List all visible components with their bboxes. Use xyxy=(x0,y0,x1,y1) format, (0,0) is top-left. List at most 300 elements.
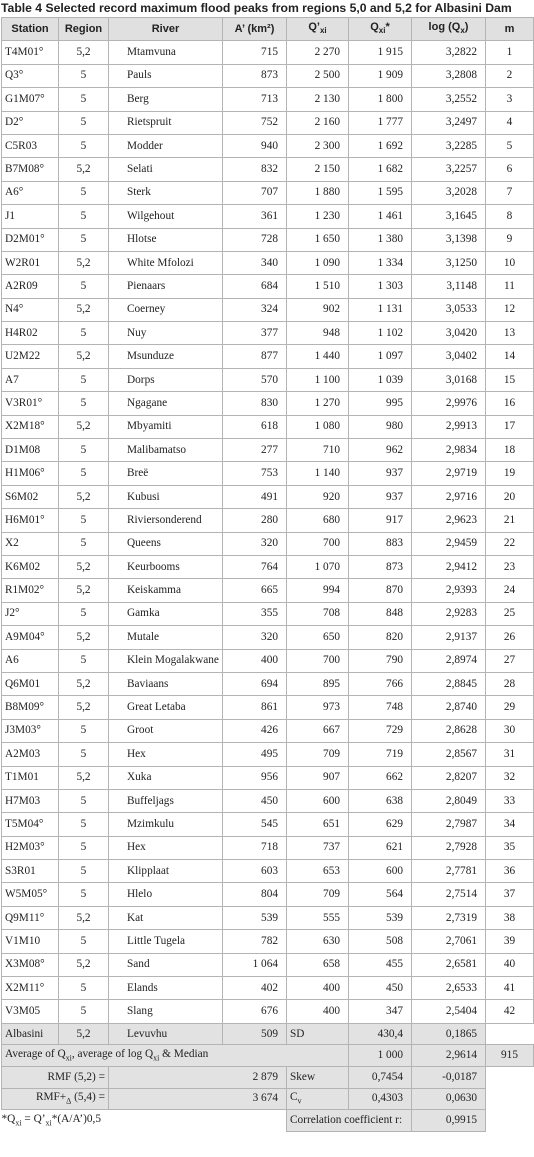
station-cell: T4M01° xyxy=(2,41,59,64)
table-row xyxy=(2,579,534,602)
river-cell: Hex xyxy=(109,836,223,859)
rank-cell: 23 xyxy=(486,555,534,578)
albasini-area: 509 xyxy=(223,1023,287,1045)
rank-cell: 39 xyxy=(486,930,534,953)
river-cell: Hlelo xyxy=(109,883,223,906)
average-label: Average of $Q_{xi}$, average of $\log Q_{xi}$ & Median xyxy=(2,1045,349,1067)
rank-cell: 40 xyxy=(486,953,534,976)
region-cell: 5 xyxy=(59,602,109,625)
river-cell: Rietspruit xyxy=(109,111,223,134)
log-cell: 2,8974 xyxy=(412,649,486,672)
region-cell: 5 xyxy=(59,462,109,485)
qprime-cell: 2 130 xyxy=(287,88,349,111)
log-cell: 3,1645 xyxy=(412,205,486,228)
log-cell: 3,0533 xyxy=(412,298,486,321)
station-cell: W5M05° xyxy=(2,883,59,906)
area-cell: 491 xyxy=(223,485,287,508)
table-row xyxy=(2,626,534,649)
qprime-cell: 973 xyxy=(287,696,349,719)
header-region: Region xyxy=(59,18,109,41)
qxi-cell: 719 xyxy=(349,743,412,766)
station-cell: D2° xyxy=(2,111,59,134)
rank-cell: 18 xyxy=(486,439,534,462)
station-cell: J1 xyxy=(2,205,59,228)
rank-cell: 34 xyxy=(486,813,534,836)
qxi-cell: 790 xyxy=(349,649,412,672)
station-cell: A6 xyxy=(2,649,59,672)
region-cell: 5,2 xyxy=(59,415,109,438)
river-cell: Mutale xyxy=(109,626,223,649)
station-cell: K6M02 xyxy=(2,555,59,578)
station-cell: X3M08° xyxy=(2,953,59,976)
rank-cell: 38 xyxy=(486,906,534,929)
station-cell: T1M01 xyxy=(2,766,59,789)
log-cell: 2,7987 xyxy=(412,813,486,836)
station-cell: H1M06° xyxy=(2,462,59,485)
median-value: 915 xyxy=(486,1045,534,1067)
area-cell: 539 xyxy=(223,906,287,929)
area-cell: 832 xyxy=(223,158,287,181)
empty-cell xyxy=(486,1023,534,1045)
station-cell: J2° xyxy=(2,602,59,625)
river-cell: Kat xyxy=(109,906,223,929)
region-cell: 5 xyxy=(59,743,109,766)
river-cell: Ngagane xyxy=(109,392,223,415)
qprime-cell: 1 090 xyxy=(287,251,349,274)
log-cell: 2,9976 xyxy=(412,392,486,415)
log-cell: 2,8567 xyxy=(412,743,486,766)
rank-cell: 4 xyxy=(486,111,534,134)
table-row xyxy=(2,1000,534,1023)
qxi-cell: 1 102 xyxy=(349,322,412,345)
river-cell: Xuka xyxy=(109,766,223,789)
region-cell: 5 xyxy=(59,275,109,298)
river-cell: Breë xyxy=(109,462,223,485)
station-cell: D1M08 xyxy=(2,439,59,462)
region-cell: 5 xyxy=(59,719,109,742)
table-row xyxy=(2,228,534,251)
qxi-cell: 1 682 xyxy=(349,158,412,181)
log-cell: 2,6533 xyxy=(412,977,486,1000)
qprime-cell: 1 230 xyxy=(287,205,349,228)
station-cell: B7M08° xyxy=(2,158,59,181)
station-cell: Q3° xyxy=(2,64,59,87)
qprime-cell: 2 500 xyxy=(287,64,349,87)
qxi-cell: 1 915 xyxy=(349,41,412,64)
table-row xyxy=(2,111,534,134)
table-row xyxy=(2,134,534,157)
cv-label: $C_v$ xyxy=(287,1088,349,1110)
area-cell: 956 xyxy=(223,766,287,789)
albasini-region: 5,2 xyxy=(59,1023,109,1045)
average-qxi: 1 000 xyxy=(349,1045,412,1067)
log-cell: 2,8207 xyxy=(412,766,486,789)
log-cell: 3,0168 xyxy=(412,368,486,391)
rank-cell: 9 xyxy=(486,228,534,251)
region-cell: 5 xyxy=(59,439,109,462)
qprime-cell: 2 150 xyxy=(287,158,349,181)
river-cell: Malibamatso xyxy=(109,439,223,462)
river-cell: Wilgehout xyxy=(109,205,223,228)
station-cell: H7M03 xyxy=(2,789,59,812)
formula-row xyxy=(2,1110,534,1132)
rank-cell: 29 xyxy=(486,696,534,719)
area-cell: 940 xyxy=(223,134,287,157)
qxi-cell: 600 xyxy=(349,860,412,883)
area-cell: 684 xyxy=(223,275,287,298)
station-cell: A7 xyxy=(2,368,59,391)
river-cell: Groot xyxy=(109,719,223,742)
log-cell: 2,9719 xyxy=(412,462,486,485)
sd-log: 0,1865 xyxy=(412,1023,486,1045)
table-row xyxy=(2,602,534,625)
qxi-cell: 1 097 xyxy=(349,345,412,368)
station-cell: B8M09° xyxy=(2,696,59,719)
qxi-cell: 883 xyxy=(349,532,412,555)
header-row xyxy=(2,18,534,41)
region-cell: 5,2 xyxy=(59,766,109,789)
log-cell: 2,8049 xyxy=(412,789,486,812)
rank-cell: 35 xyxy=(486,836,534,859)
log-cell: 3,2028 xyxy=(412,181,486,204)
river-cell: Coerney xyxy=(109,298,223,321)
rank-cell: 24 xyxy=(486,579,534,602)
station-cell: D2M01° xyxy=(2,228,59,251)
qxi-cell: 1 692 xyxy=(349,134,412,157)
qprime-cell: 902 xyxy=(287,298,349,321)
area-cell: 718 xyxy=(223,836,287,859)
qxi-cell: 1 334 xyxy=(349,251,412,274)
station-cell: S6M02 xyxy=(2,485,59,508)
header-area: A’ (km²) xyxy=(223,18,287,41)
qxi-cell: 564 xyxy=(349,883,412,906)
area-cell: 764 xyxy=(223,555,287,578)
rank-cell: 22 xyxy=(486,532,534,555)
rank-cell: 15 xyxy=(486,368,534,391)
rank-cell: 42 xyxy=(486,1000,534,1023)
river-cell: Gamka xyxy=(109,602,223,625)
rank-cell: 13 xyxy=(486,322,534,345)
table-row xyxy=(2,415,534,438)
area-cell: 400 xyxy=(223,649,287,672)
station-cell: A2R09 xyxy=(2,275,59,298)
qprime-cell: 1 510 xyxy=(287,275,349,298)
river-cell: Queens xyxy=(109,532,223,555)
table-row xyxy=(2,298,534,321)
area-cell: 804 xyxy=(223,883,287,906)
station-cell: H4R02 xyxy=(2,322,59,345)
table-row xyxy=(2,719,534,742)
qxi-cell: 937 xyxy=(349,485,412,508)
region-cell: 5 xyxy=(59,64,109,87)
station-cell: V3R01° xyxy=(2,392,59,415)
rank-cell: 31 xyxy=(486,743,534,766)
header-river: River xyxy=(109,18,223,41)
area-cell: 753 xyxy=(223,462,287,485)
log-cell: 2,9623 xyxy=(412,509,486,532)
region-cell: 5 xyxy=(59,813,109,836)
station-cell: Q9M11° xyxy=(2,906,59,929)
log-cell: 2,9716 xyxy=(412,485,486,508)
log-cell: 2,7781 xyxy=(412,860,486,883)
area-cell: 426 xyxy=(223,719,287,742)
qxi-cell: 729 xyxy=(349,719,412,742)
cv-qxi: 0,4303 xyxy=(349,1088,412,1110)
qxi-cell: 621 xyxy=(349,836,412,859)
river-cell: Baviaans xyxy=(109,672,223,695)
table-row xyxy=(2,251,534,274)
station-cell: H6M01° xyxy=(2,509,59,532)
river-cell: Nuy xyxy=(109,322,223,345)
region-cell: 5,2 xyxy=(59,251,109,274)
qprime-cell: 709 xyxy=(287,743,349,766)
log-cell: 3,0402 xyxy=(412,345,486,368)
region-cell: 5 xyxy=(59,789,109,812)
log-cell: 3,2822 xyxy=(412,41,486,64)
table-row xyxy=(2,672,534,695)
station-cell: J3M03° xyxy=(2,719,59,742)
table-row xyxy=(2,64,534,87)
area-cell: 782 xyxy=(223,930,287,953)
area-cell: 402 xyxy=(223,977,287,1000)
region-cell: 5,2 xyxy=(59,555,109,578)
rank-cell: 6 xyxy=(486,158,534,181)
log-cell: 2,8628 xyxy=(412,719,486,742)
station-cell: A6° xyxy=(2,181,59,204)
river-cell: Modder xyxy=(109,134,223,157)
qprime-cell: 650 xyxy=(287,626,349,649)
station-cell: C5R03 xyxy=(2,134,59,157)
river-cell: Kubusi xyxy=(109,485,223,508)
qxi-cell: 1 461 xyxy=(349,205,412,228)
qxi-cell: 995 xyxy=(349,392,412,415)
log-cell: 2,8845 xyxy=(412,672,486,695)
qprime-cell: 680 xyxy=(287,509,349,532)
skew-log: -0,0187 xyxy=(412,1066,486,1088)
river-cell: Riviersonderend xyxy=(109,509,223,532)
area-cell: 861 xyxy=(223,696,287,719)
area-cell: 450 xyxy=(223,789,287,812)
qxi-cell: 1 909 xyxy=(349,64,412,87)
river-cell: Mbyamiti xyxy=(109,415,223,438)
log-cell: 2,7514 xyxy=(412,883,486,906)
region-cell: 5,2 xyxy=(59,906,109,929)
qprime-cell: 630 xyxy=(287,930,349,953)
area-cell: 361 xyxy=(223,205,287,228)
log-cell: 2,5404 xyxy=(412,1000,486,1023)
log-cell: 2,9393 xyxy=(412,579,486,602)
river-cell: White Mfolozi xyxy=(109,251,223,274)
rmf-label: RMF (5,2) = xyxy=(2,1066,109,1088)
rank-cell: 37 xyxy=(486,883,534,906)
table-row xyxy=(2,509,534,532)
albasini-river: Levuvhu xyxy=(109,1023,223,1045)
area-cell: 877 xyxy=(223,345,287,368)
rank-cell: 5 xyxy=(486,134,534,157)
table-row xyxy=(2,392,534,415)
header-qprime: $Q’_{xi}$ xyxy=(287,18,349,41)
area-cell: 873 xyxy=(223,64,287,87)
river-cell: Klipplaat xyxy=(109,860,223,883)
correlation-value: 0,9915 xyxy=(412,1110,486,1132)
station-cell: Q6M01 xyxy=(2,672,59,695)
rank-cell: 19 xyxy=(486,462,534,485)
area-cell: 618 xyxy=(223,415,287,438)
river-cell: Pienaars xyxy=(109,275,223,298)
rank-cell: 25 xyxy=(486,602,534,625)
region-cell: 5 xyxy=(59,1000,109,1023)
area-cell: 728 xyxy=(223,228,287,251)
region-cell: 5,2 xyxy=(59,41,109,64)
skew-qxi: 0,7454 xyxy=(349,1066,412,1088)
qxi-cell: 937 xyxy=(349,462,412,485)
table-row xyxy=(2,462,534,485)
area-cell: 707 xyxy=(223,181,287,204)
station-cell: V3M05 xyxy=(2,1000,59,1023)
area-cell: 676 xyxy=(223,1000,287,1023)
log-cell: 3,1398 xyxy=(412,228,486,251)
river-cell: Selati xyxy=(109,158,223,181)
area-cell: 603 xyxy=(223,860,287,883)
station-cell: A9M04° xyxy=(2,626,59,649)
log-cell: 3,1148 xyxy=(412,275,486,298)
rmf-value: 2 879 xyxy=(109,1066,287,1088)
region-cell: 5 xyxy=(59,181,109,204)
qprime-cell: 700 xyxy=(287,649,349,672)
table-row xyxy=(2,532,534,555)
rank-cell: 28 xyxy=(486,672,534,695)
log-cell: 3,2285 xyxy=(412,134,486,157)
rank-cell: 30 xyxy=(486,719,534,742)
qxi-cell: 1 039 xyxy=(349,368,412,391)
qxi-cell: 629 xyxy=(349,813,412,836)
rank-cell: 7 xyxy=(486,181,534,204)
rank-cell: 17 xyxy=(486,415,534,438)
table-row xyxy=(2,860,534,883)
header-station: Station xyxy=(2,18,59,41)
station-cell: V1M10 xyxy=(2,930,59,953)
qxi-cell: 748 xyxy=(349,696,412,719)
qprime-cell: 1 880 xyxy=(287,181,349,204)
qxi-cell: 638 xyxy=(349,789,412,812)
table-row xyxy=(2,88,534,111)
table-row xyxy=(2,953,534,976)
table-row xyxy=(2,813,534,836)
table-row xyxy=(2,485,534,508)
sd-label: SD xyxy=(287,1023,349,1045)
qprime-cell: 708 xyxy=(287,602,349,625)
empty-cell xyxy=(486,1066,534,1088)
rank-cell: 21 xyxy=(486,509,534,532)
rank-cell: 16 xyxy=(486,392,534,415)
area-cell: 277 xyxy=(223,439,287,462)
area-cell: 1 064 xyxy=(223,953,287,976)
qxi-cell: 766 xyxy=(349,672,412,695)
table-row xyxy=(2,368,534,391)
qprime-cell: 1 440 xyxy=(287,345,349,368)
rank-cell: 3 xyxy=(486,88,534,111)
qxi-cell: 539 xyxy=(349,906,412,929)
qxi-cell: 508 xyxy=(349,930,412,953)
qprime-cell: 653 xyxy=(287,860,349,883)
qxi-cell: 962 xyxy=(349,439,412,462)
region-cell: 5 xyxy=(59,228,109,251)
station-cell: S3R01 xyxy=(2,860,59,883)
qprime-cell: 1 270 xyxy=(287,392,349,415)
region-cell: 5,2 xyxy=(59,158,109,181)
rank-cell: 32 xyxy=(486,766,534,789)
region-cell: 5 xyxy=(59,977,109,1000)
region-cell: 5 xyxy=(59,836,109,859)
qxi-cell: 848 xyxy=(349,602,412,625)
region-cell: 5,2 xyxy=(59,345,109,368)
sd-qxi: 430,4 xyxy=(349,1023,412,1045)
log-cell: 2,9834 xyxy=(412,439,486,462)
region-cell: 5,2 xyxy=(59,579,109,602)
station-cell: N4° xyxy=(2,298,59,321)
qxi-cell: 917 xyxy=(349,509,412,532)
area-cell: 280 xyxy=(223,509,287,532)
area-cell: 320 xyxy=(223,626,287,649)
qprime-cell: 667 xyxy=(287,719,349,742)
table-row xyxy=(2,158,534,181)
station-cell: A2M03 xyxy=(2,743,59,766)
table-row xyxy=(2,181,534,204)
region-cell: 5,2 xyxy=(59,298,109,321)
log-cell: 2,7928 xyxy=(412,836,486,859)
rank-cell: 14 xyxy=(486,345,534,368)
qprime-cell: 2 160 xyxy=(287,111,349,134)
river-cell: Keurbooms xyxy=(109,555,223,578)
qprime-cell: 651 xyxy=(287,813,349,836)
area-cell: 355 xyxy=(223,602,287,625)
river-cell: Slang xyxy=(109,1000,223,1023)
log-cell: 2,9137 xyxy=(412,626,486,649)
area-cell: 713 xyxy=(223,88,287,111)
river-cell: Msunduze xyxy=(109,345,223,368)
region-cell: 5,2 xyxy=(59,485,109,508)
river-cell: Keiskamma xyxy=(109,579,223,602)
station-cell: U2M22 xyxy=(2,345,59,368)
region-cell: 5 xyxy=(59,392,109,415)
area-cell: 715 xyxy=(223,41,287,64)
rmf-delta-label: $RMF+_\Delta$ (5,4) = xyxy=(2,1088,109,1110)
region-cell: 5,2 xyxy=(59,696,109,719)
table-row xyxy=(2,649,534,672)
qxi-cell: 870 xyxy=(349,579,412,602)
region-cell: 5 xyxy=(59,88,109,111)
log-cell: 2,7061 xyxy=(412,930,486,953)
rank-cell: 26 xyxy=(486,626,534,649)
qprime-cell: 600 xyxy=(287,789,349,812)
qprime-cell: 1 100 xyxy=(287,368,349,391)
river-cell: Buffeljags xyxy=(109,789,223,812)
area-cell: 495 xyxy=(223,743,287,766)
qprime-cell: 1 140 xyxy=(287,462,349,485)
average-log: 2,9614 xyxy=(412,1045,486,1067)
summary-rows xyxy=(2,1023,534,1131)
qprime-cell: 895 xyxy=(287,672,349,695)
station-cell: X2M11° xyxy=(2,977,59,1000)
region-cell: 5 xyxy=(59,322,109,345)
rank-cell: 20 xyxy=(486,485,534,508)
station-cell: G1M07° xyxy=(2,88,59,111)
table-row xyxy=(2,205,534,228)
area-cell: 320 xyxy=(223,532,287,555)
qxi-cell: 1 800 xyxy=(349,88,412,111)
table-title: Table 4 Selected record maximum flood peaks from regions 5,0 and 5,2 for Albasini Dam xyxy=(1,1,512,15)
river-cell: Klein Mogalakwane xyxy=(109,649,223,672)
